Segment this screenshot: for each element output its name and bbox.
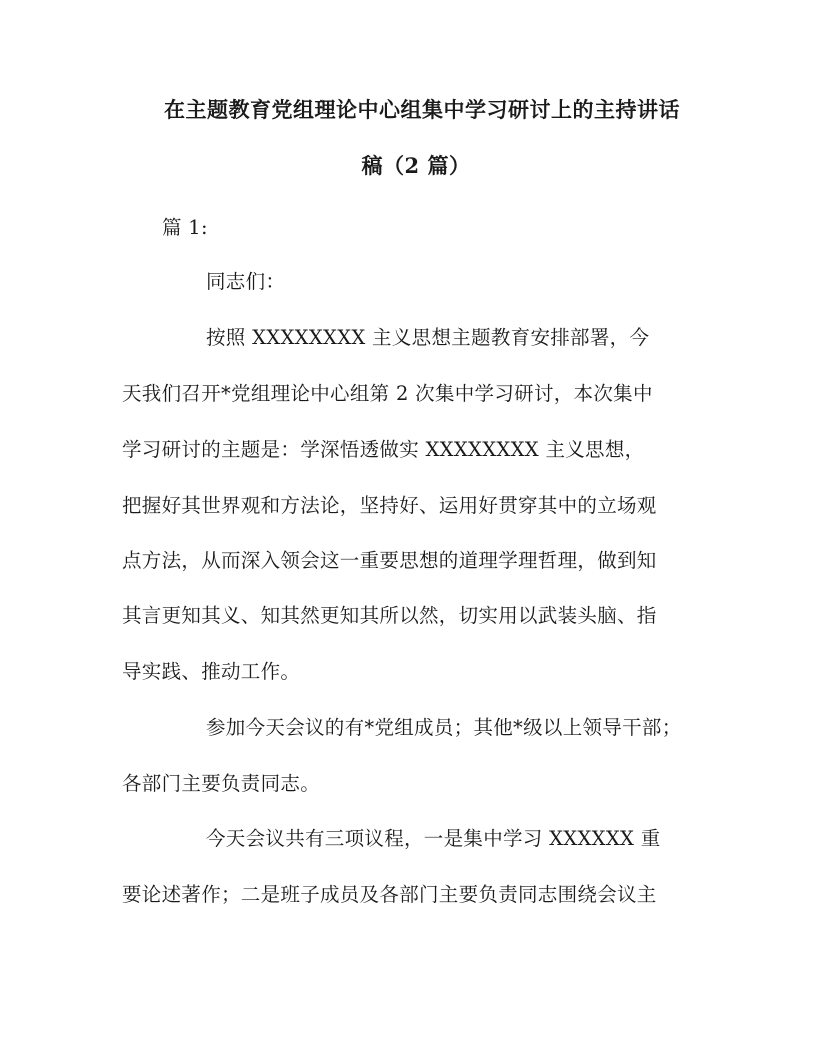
section-label: 篇 1: bbox=[162, 216, 208, 239]
document-title-line-2: 稿（2 篇） bbox=[361, 153, 471, 178]
body-line: 各部门主要负责同志。 bbox=[122, 772, 321, 795]
salutation: 同志们： bbox=[206, 270, 286, 293]
body-line: 按照 XXXXXXXX 主义思想主题教育安排部署，今 bbox=[206, 326, 650, 349]
body-line: 导实践、推动工作。 bbox=[122, 660, 301, 683]
body-line: 其言更知其义、知其然更知其所以然，切实用以武装头脑、指 bbox=[122, 604, 657, 627]
body-line: 今天会议共有三项议程，一是集中学习 XXXXXX 重 bbox=[206, 827, 661, 850]
body-line: 天我们召开*党组理论中心组第 2 次集中学习研讨，本次集中 bbox=[122, 382, 653, 405]
body-line: 学习研讨的主题是：学深悟透做实 XXXXXXXX 主义思想， bbox=[122, 438, 645, 461]
body-line: 参加今天会议的有*党组成员；其他*级以上领导干部； bbox=[206, 716, 682, 739]
body-line: 点方法，从而深入领会这一重要思想的道理学理哲理，做到知 bbox=[122, 549, 657, 572]
document-title-line-1: 在主题教育党组理论中心组集中学习研讨上的主持讲话 bbox=[164, 97, 680, 122]
body-line: 把握好其世界观和方法论，坚持好、运用好贯穿其中的立场观 bbox=[122, 494, 657, 517]
body-line: 要论述著作；二是班子成员及各部门主要负责同志围绕会议主 bbox=[122, 883, 657, 906]
